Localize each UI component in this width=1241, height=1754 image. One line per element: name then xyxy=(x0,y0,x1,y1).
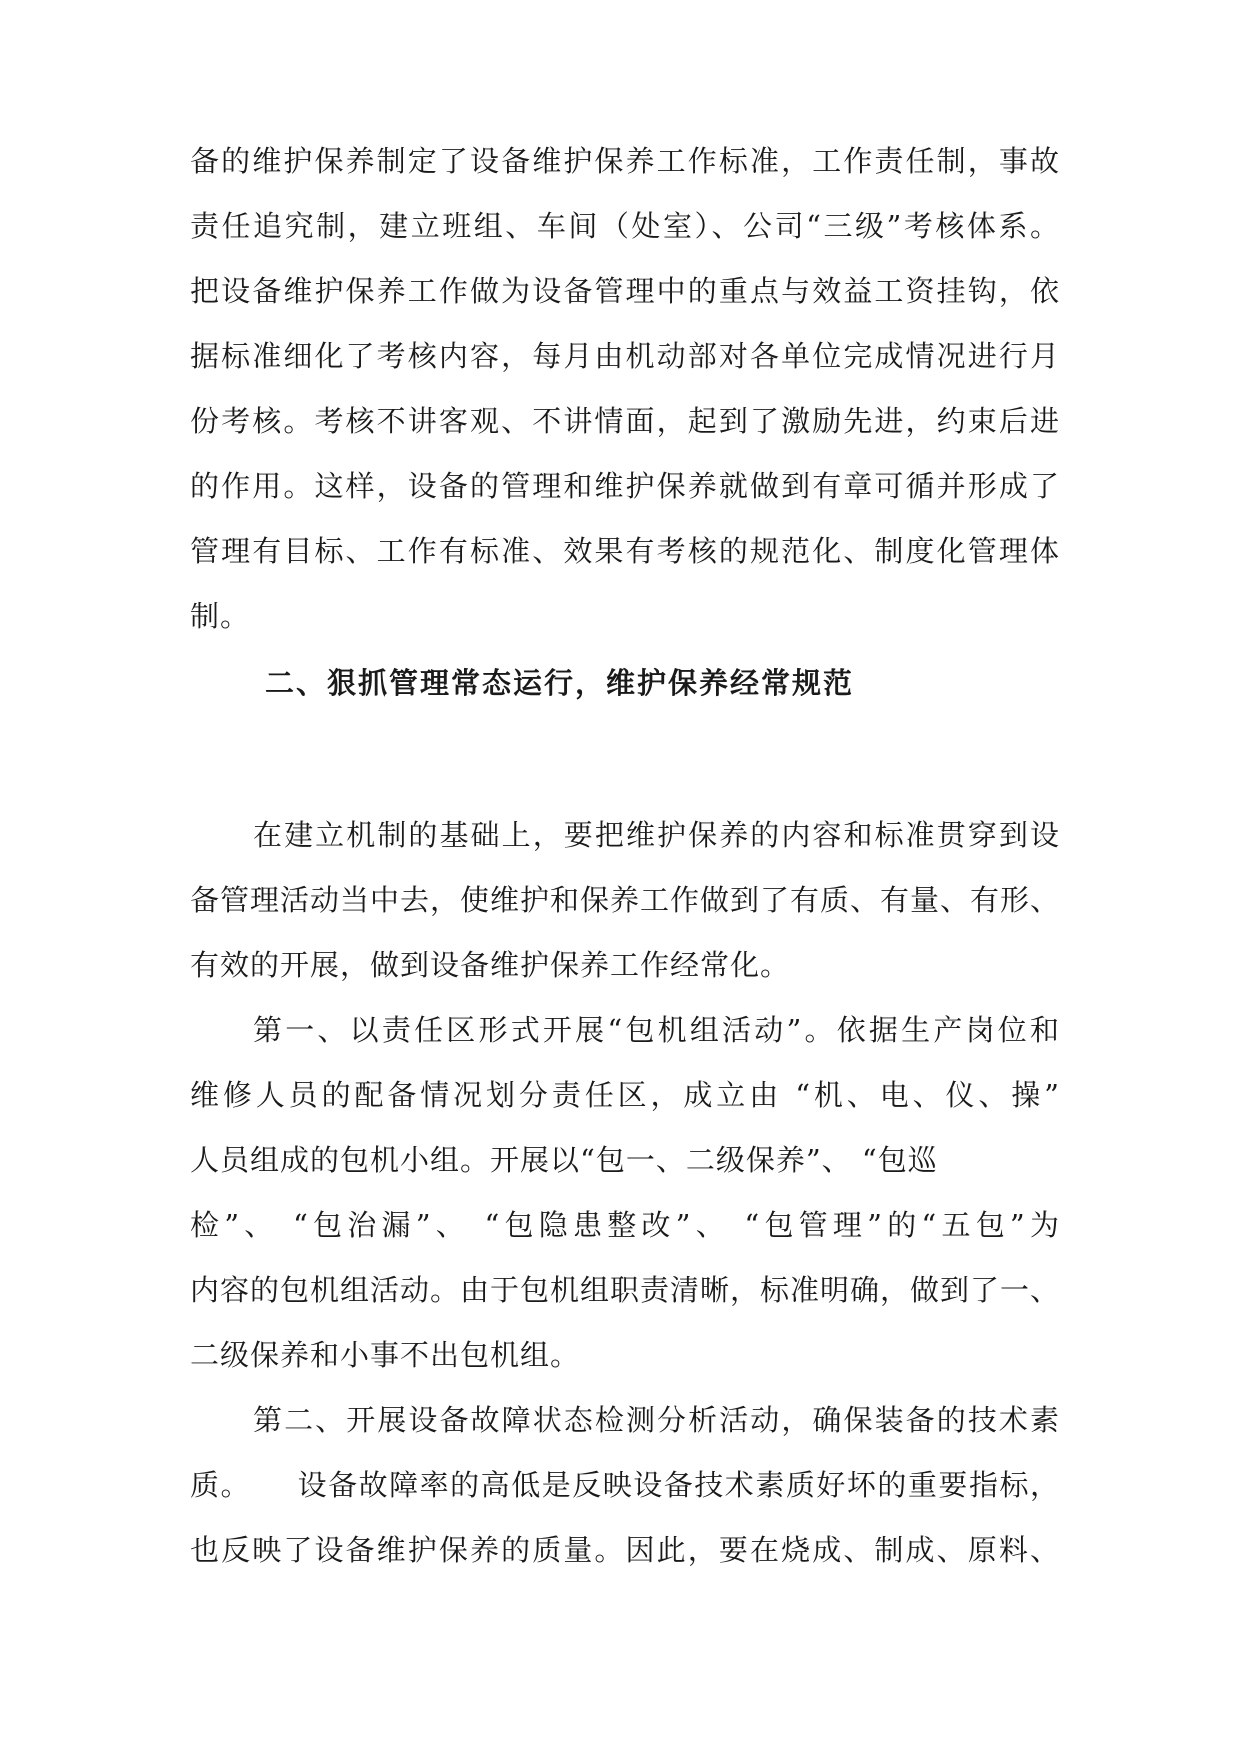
paragraph-line: 第一、以责任区形式开展“包机组活动”。依据生产岗位和 xyxy=(253,1013,1060,1047)
paragraph-line: 把设备维护保养工作做为设备管理中的重点与效益工资挂钩，依 xyxy=(190,274,1060,308)
paragraph-line: 据标准细化了考核内容，每月由机动部对各单位完成情况进行月 xyxy=(190,339,1060,373)
paragraph-line: 维修人员的配备情况划分责任区，成立由 “机、电、仪、操” xyxy=(190,1078,1060,1112)
paragraph-line: 在建立机制的基础上，要把维护保养的内容和标准贯穿到设 xyxy=(253,818,1060,852)
paragraph-line: 人员组成的包机小组。开展以“包一、二级保养”、 “包巡 xyxy=(190,1143,938,1177)
paragraph-line: 内容的包机组活动。由于包机组职责清晰，标准明确，做到了一、 xyxy=(190,1273,1061,1307)
section-heading: 二、狠抓管理常态运行，维护保养经常规范 xyxy=(265,666,855,700)
paragraph-line: 检”、 “包治漏”、 “包隐患整改”、 “包管理”的“五包”为 xyxy=(190,1208,1060,1242)
paragraph-line: 的作用。这样，设备的管理和维护保养就做到有章可循并形成了 xyxy=(190,469,1060,503)
paragraph-line: 二级保养和小事不出包机组。 xyxy=(190,1338,581,1372)
paragraph-line: 备的维护保养制定了设备维护保养工作标准，工作责任制，事故 xyxy=(190,144,1060,178)
paragraph-line: 有效的开展，做到设备维护保养工作经常化。 xyxy=(190,948,791,982)
paragraph-line: 第二、开展设备故障状态检测分析活动，确保装备的技术素 xyxy=(253,1403,1060,1437)
paragraph-line: 也反映了设备维护保养的质量。因此，要在烧成、制成、原料、 xyxy=(190,1533,1060,1567)
paragraph-line: 责任追究制，建立班组、车间（处室）、公司“三级”考核体系。 xyxy=(190,209,1060,243)
paragraph-line: 份考核。考核不讲客观、不讲情面，起到了激励先进，约束后进 xyxy=(190,404,1060,438)
paragraph-line: 质。 设备故障率的高低是反映设备技术素质好坏的重要指标， xyxy=(190,1468,1060,1502)
paragraph-line: 管理有目标、工作有标准、效果有考核的规范化、制度化管理体 xyxy=(190,534,1060,568)
paragraph-line: 制。 xyxy=(190,599,251,633)
paragraph-line: 备管理活动当中去，使维护和保养工作做到了有质、有量、有形、 xyxy=(190,883,1061,917)
